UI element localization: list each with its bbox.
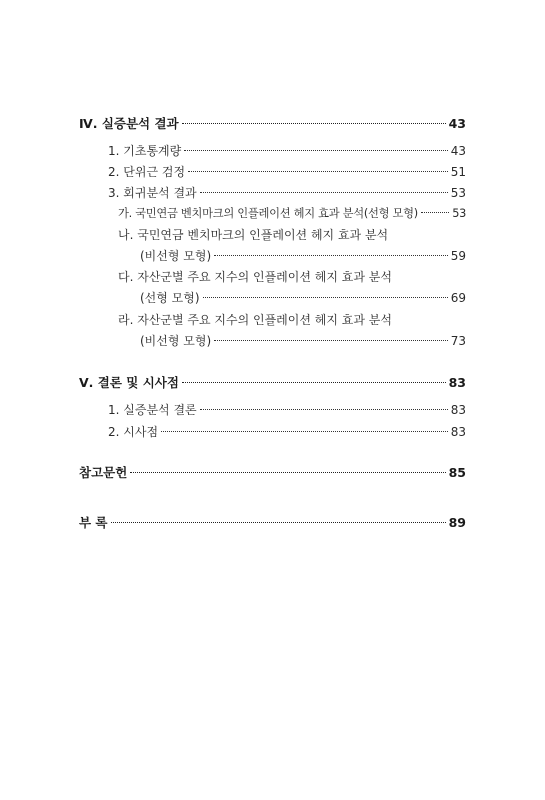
dot-leader <box>182 123 446 124</box>
toc-entry-page: 53 <box>450 186 466 200</box>
toc-subsection-4-3-a[interactable] <box>118 205 466 223</box>
dot-leader <box>200 192 448 193</box>
toc-entry-title: Ⅳ. 실증분석 결과 <box>79 116 179 131</box>
toc-entry-title: 2. 단위근 검정 <box>108 165 186 179</box>
toc-entry-page: 43 <box>450 144 466 158</box>
toc-section-4-3[interactable] <box>108 184 466 202</box>
toc-entry-title: 참고문헌 <box>79 465 128 480</box>
toc-entry-title: (선형 모형) <box>140 291 200 305</box>
toc-section-4-1[interactable] <box>108 142 466 160</box>
toc-section-4-2[interactable] <box>108 163 466 181</box>
dot-leader <box>161 431 448 432</box>
toc-subsection-4-3-b-line1[interactable]: 나. 국민연금 벤치마크의 인플레이션 헤지 효과 분석 <box>118 228 389 242</box>
toc-subsection-4-3-d[interactable] <box>140 332 466 350</box>
toc-section-5-2[interactable] <box>108 423 466 441</box>
toc-entry-title: (비선형 모형) <box>140 334 212 348</box>
toc-entry-page: 89 <box>448 515 466 530</box>
toc-entry-page: 73 <box>450 334 466 348</box>
dot-leader <box>130 472 445 473</box>
toc-entry-title: Ⅴ. 결론 및 시사점 <box>79 375 179 390</box>
dot-leader <box>188 171 448 172</box>
toc-chapter-4[interactable] <box>79 115 466 133</box>
toc-entry-title: 가. 국민연금 벤치마크의 인플레이션 헤지 효과 분석(선형 모형) <box>118 207 418 220</box>
toc-entry-page: 85 <box>448 465 466 480</box>
toc-references[interactable] <box>79 464 466 482</box>
toc-entry-page: 83 <box>448 375 466 390</box>
toc-section-5-1[interactable] <box>108 401 466 419</box>
toc-entry-page: 51 <box>450 165 466 179</box>
toc-entry-page: 69 <box>450 291 466 305</box>
toc-entry-page: 59 <box>450 249 466 263</box>
toc-entry-page: 43 <box>448 116 466 131</box>
toc-entry-page: 83 <box>450 403 466 417</box>
toc-entry-title: 3. 회귀분석 결과 <box>108 186 197 200</box>
dot-leader <box>203 297 448 298</box>
dot-leader <box>111 522 446 523</box>
toc-subsection-4-3-c-line1[interactable]: 다. 자산군별 주요 지수의 인플레이션 헤지 효과 분석 <box>118 270 392 284</box>
toc-subsection-4-3-b[interactable] <box>140 247 466 265</box>
toc-entry-title: 1. 기초통계량 <box>108 144 182 158</box>
toc-chapter-5[interactable] <box>79 374 466 392</box>
toc-entry-title: (비선형 모형) <box>140 249 212 263</box>
toc-entry-title: 1. 실증분석 결론 <box>108 403 197 417</box>
toc-entry-page: 83 <box>450 425 466 439</box>
toc-subsection-4-3-d-line1[interactable]: 라. 자산군별 주요 지수의 인플레이션 헤지 효과 분석 <box>118 313 392 327</box>
toc-entry-title: 2. 시사점 <box>108 425 159 439</box>
toc-entry-title: 부 록 <box>79 515 108 530</box>
dot-leader <box>421 212 449 213</box>
dot-leader <box>184 150 447 151</box>
dot-leader <box>214 255 448 256</box>
dot-leader <box>214 340 448 341</box>
dot-leader <box>182 382 446 383</box>
dot-leader <box>200 409 448 410</box>
toc-subsection-4-3-c[interactable] <box>140 289 466 307</box>
toc-entry-page: 53 <box>452 207 466 220</box>
toc-appendix[interactable] <box>79 514 466 532</box>
